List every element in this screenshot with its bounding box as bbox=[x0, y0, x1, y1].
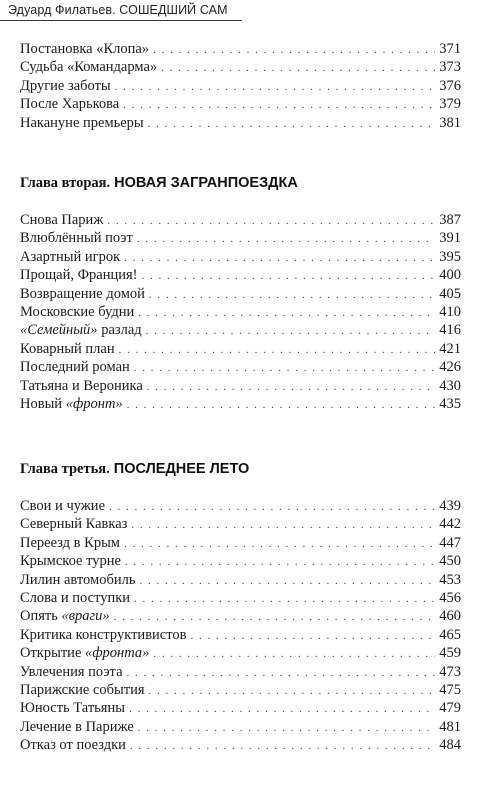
toc-entry[interactable] bbox=[20, 607, 461, 625]
toc-entry[interactable] bbox=[20, 589, 461, 607]
chapter-label: Глава третья. bbox=[20, 461, 110, 477]
toc-entry[interactable] bbox=[20, 718, 461, 736]
dot-leader bbox=[115, 77, 436, 96]
dot-leader bbox=[148, 114, 436, 133]
toc-entry-title: Московские будни bbox=[20, 303, 135, 320]
toc-entry-title: Северный Кавказ bbox=[20, 516, 128, 533]
toc-entry-title: Крымское турне bbox=[20, 553, 121, 570]
toc-entry-page: 473 bbox=[439, 663, 461, 680]
dot-leader bbox=[149, 681, 436, 700]
dot-leader bbox=[139, 571, 435, 590]
toc-entry-page: 405 bbox=[439, 285, 461, 302]
dot-leader bbox=[134, 589, 435, 608]
toc-entry-page: 410 bbox=[439, 303, 461, 320]
toc-entry[interactable] bbox=[20, 77, 461, 95]
toc-entry-title bbox=[20, 395, 123, 413]
toc-entry[interactable] bbox=[20, 211, 461, 229]
toc-entry-page: 481 bbox=[439, 718, 461, 735]
toc-entry[interactable] bbox=[20, 358, 461, 376]
chapter-title: НОВАЯ ЗАГРАНПОЕЗДКА bbox=[114, 175, 298, 191]
toc-entry-title: Влюблённый поэт bbox=[20, 230, 133, 247]
toc-entry-page: 430 bbox=[439, 377, 461, 394]
toc-entry-title bbox=[20, 321, 142, 339]
toc-entry[interactable] bbox=[20, 303, 461, 321]
toc-entry-page: 453 bbox=[439, 571, 461, 588]
toc-entry-title: Возвращение домой bbox=[20, 285, 145, 302]
dot-leader bbox=[114, 607, 436, 626]
toc-entry-title: Лилин автомобиль bbox=[20, 571, 136, 588]
dot-leader bbox=[124, 248, 435, 267]
dot-leader bbox=[153, 40, 435, 59]
dot-leader bbox=[142, 266, 436, 285]
toc-entry-title: Снова Париж bbox=[20, 212, 104, 228]
toc-entry-title: Парижские события bbox=[20, 681, 145, 698]
toc-entry-page: 447 bbox=[439, 534, 461, 551]
toc-entry-title: Прощай, Франция! bbox=[20, 267, 138, 284]
toc-entry-title-plain: Опять bbox=[20, 608, 62, 625]
dot-leader bbox=[138, 718, 435, 737]
toc-entry-title: Последний роман bbox=[20, 359, 130, 376]
toc-entry[interactable] bbox=[20, 95, 461, 113]
toc-entry-title: Судьба «Командарма» bbox=[20, 59, 158, 76]
toc-entry-title: Юность Татьяны bbox=[20, 700, 125, 717]
toc-entry-title: Азартный игрок bbox=[20, 248, 121, 265]
dot-leader bbox=[123, 95, 435, 114]
dot-leader bbox=[147, 377, 435, 396]
toc-entry[interactable] bbox=[20, 285, 461, 303]
dot-leader bbox=[161, 58, 435, 77]
toc-entry-title: Критика конструктивистов bbox=[20, 626, 187, 643]
toc-entry-page: 460 bbox=[439, 608, 461, 625]
toc-entry-page: 439 bbox=[439, 498, 461, 514]
toc-entry-page: 421 bbox=[439, 340, 461, 357]
toc-entry[interactable] bbox=[20, 395, 461, 413]
toc-entry-page: 395 bbox=[439, 248, 461, 265]
toc-entry-page: 373 bbox=[439, 59, 461, 76]
dot-leader bbox=[127, 395, 436, 414]
toc-entry-title: Постановка «Клопа» bbox=[20, 41, 150, 57]
toc-entry[interactable] bbox=[20, 736, 461, 754]
toc-entry-title-italic: «фронта» bbox=[85, 645, 150, 662]
toc-entry-page: 426 bbox=[439, 359, 461, 376]
dot-leader bbox=[138, 303, 435, 322]
toc-entry[interactable] bbox=[20, 248, 461, 266]
dot-leader bbox=[131, 515, 435, 534]
toc-entry-title: Коварный план bbox=[20, 340, 115, 357]
toc-entry-page: 475 bbox=[439, 681, 461, 698]
toc-entry-title bbox=[20, 644, 149, 662]
toc-entry-title: Свои и чужие bbox=[20, 498, 106, 514]
dot-leader bbox=[153, 644, 435, 663]
toc-entry-title: Другие заботы bbox=[20, 77, 111, 94]
toc-entry[interactable] bbox=[20, 321, 461, 339]
toc-entry-title-plain: Открытие bbox=[20, 645, 86, 662]
dot-leader bbox=[130, 736, 435, 755]
toc-entry-page: 371 bbox=[439, 41, 461, 57]
toc-entry-page: 484 bbox=[439, 737, 461, 754]
dot-leader bbox=[149, 285, 435, 304]
dot-leader bbox=[137, 229, 435, 248]
toc-entry[interactable] bbox=[20, 114, 461, 132]
running-header: Эдуард Филатьев. СОШЕДШИЙ САМ bbox=[0, 0, 242, 21]
toc-entry-page: 400 bbox=[439, 267, 461, 284]
chapter-heading bbox=[20, 175, 298, 192]
dot-leader bbox=[125, 552, 435, 571]
toc-entry-page: 376 bbox=[439, 77, 461, 94]
toc-entry-page: 456 bbox=[439, 589, 461, 606]
toc-entry[interactable] bbox=[20, 515, 461, 533]
toc-entry-page: 479 bbox=[439, 700, 461, 717]
toc-entry-page: 459 bbox=[439, 645, 461, 662]
toc-entry[interactable] bbox=[20, 340, 461, 358]
toc-entry-page: 450 bbox=[439, 553, 461, 570]
dot-leader bbox=[127, 663, 436, 682]
toc-entry-page: 381 bbox=[439, 114, 461, 131]
toc-entry-page: 465 bbox=[439, 626, 461, 643]
toc-entry-page: 435 bbox=[439, 395, 461, 412]
toc-entry-title-italic: «Семейный» bbox=[20, 322, 98, 339]
dot-leader bbox=[109, 497, 435, 516]
toc-entry[interactable] bbox=[20, 497, 461, 515]
toc-entry-title: Накануне премьеры bbox=[20, 114, 144, 131]
toc-chapter-3 bbox=[20, 497, 461, 754]
toc-chapter-2 bbox=[20, 211, 461, 413]
toc-entry-title: Переезд в Крым bbox=[20, 534, 120, 551]
dot-leader bbox=[129, 699, 435, 718]
toc-entry-title: Увлечения поэта bbox=[20, 663, 123, 680]
toc-entry-page: 416 bbox=[439, 322, 461, 339]
toc-entry[interactable] bbox=[20, 534, 461, 552]
toc-entry[interactable] bbox=[20, 571, 461, 589]
toc-entry[interactable] bbox=[20, 699, 461, 717]
toc-entry-page: 387 bbox=[439, 212, 461, 228]
toc-entry[interactable] bbox=[20, 552, 461, 570]
dot-leader bbox=[190, 626, 435, 645]
toc-section-top bbox=[20, 40, 461, 132]
toc-entry-title-plain: Новый bbox=[20, 395, 66, 412]
chapter-heading bbox=[20, 461, 249, 478]
toc-entry-title: Слова и поступки bbox=[20, 589, 131, 606]
toc-entry[interactable] bbox=[20, 40, 461, 58]
toc-entry-title-italic: «фронт» bbox=[65, 395, 123, 412]
toc-entry-title bbox=[20, 607, 110, 625]
dot-leader bbox=[146, 321, 436, 340]
chapter-title: ПОСЛЕДНЕЕ ЛЕТО bbox=[113, 461, 250, 477]
toc-entry[interactable] bbox=[20, 377, 461, 395]
toc-entry[interactable] bbox=[20, 681, 461, 699]
dot-leader bbox=[107, 211, 435, 230]
toc-entry-title: Лечение в Париже bbox=[20, 718, 134, 735]
toc-entry[interactable] bbox=[20, 229, 461, 247]
toc-entry-page: 391 bbox=[439, 230, 461, 247]
toc-entry[interactable] bbox=[20, 663, 461, 681]
toc-entry-title: Отказ от поездки bbox=[20, 737, 126, 754]
toc-entry[interactable] bbox=[20, 644, 461, 662]
toc-entry-title-rest: разлад bbox=[97, 322, 142, 339]
toc-entry[interactable] bbox=[20, 58, 461, 76]
toc-entry-title: Татьяна и Вероника bbox=[20, 377, 143, 394]
toc-entry-title: После Харькова bbox=[20, 96, 120, 113]
toc-entry-title-italic: «враги» bbox=[61, 608, 110, 625]
toc-entry[interactable] bbox=[20, 626, 461, 644]
toc-entry-page: 442 bbox=[439, 516, 461, 533]
dot-leader bbox=[119, 340, 436, 359]
dot-leader bbox=[124, 534, 435, 553]
dot-leader bbox=[134, 358, 435, 377]
toc-entry[interactable] bbox=[20, 266, 461, 284]
chapter-label: Глава вторая. bbox=[20, 175, 111, 191]
toc-entry-page: 379 bbox=[439, 96, 461, 113]
